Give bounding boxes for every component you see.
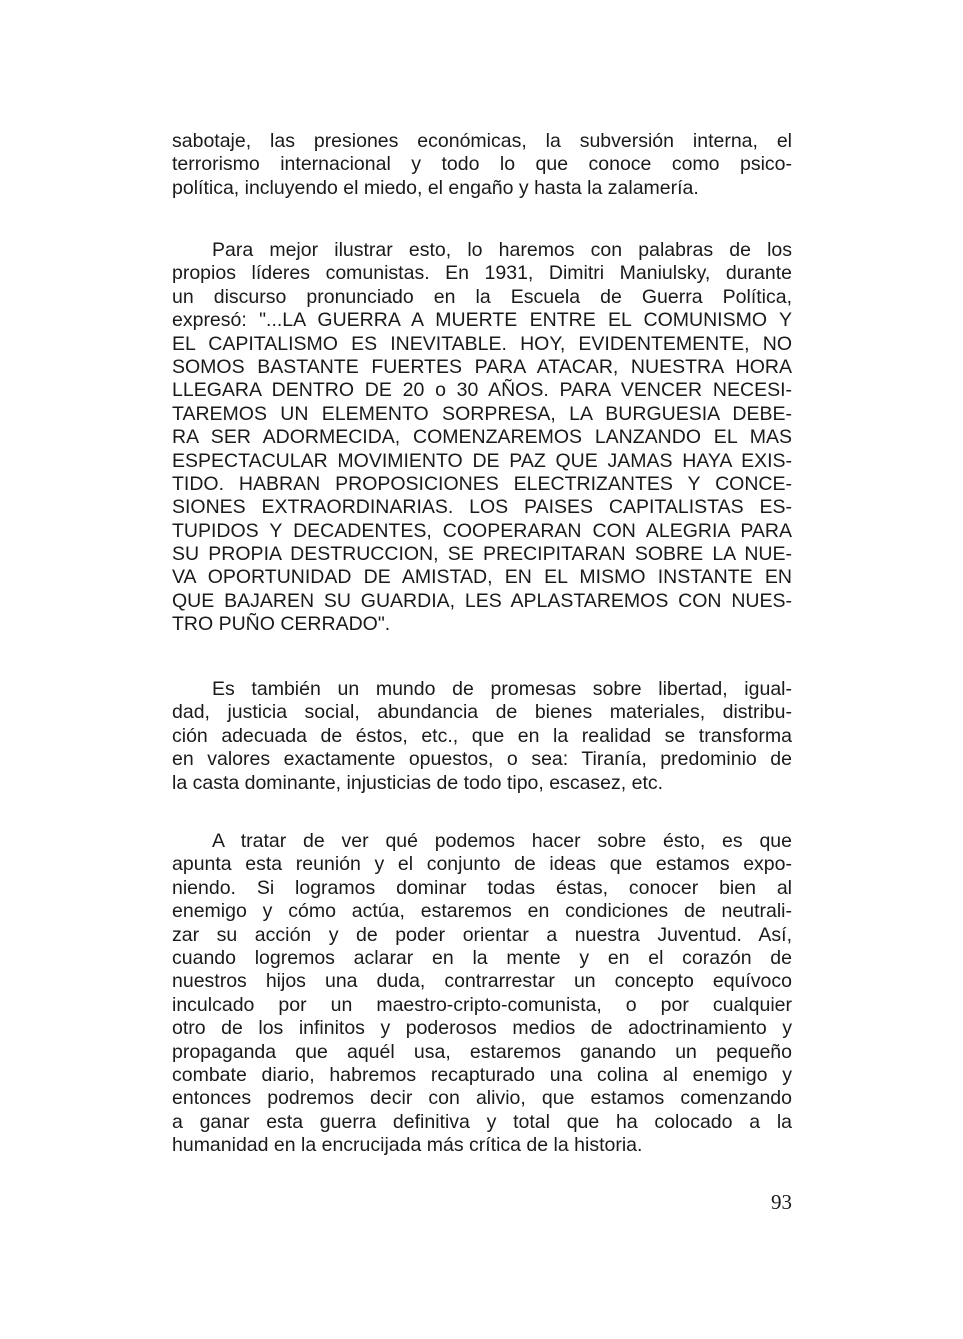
text-line: terrorismo internacional y todo lo que conoce como psico- — [172, 153, 792, 176]
text-line: VA OPORTUNIDAD DE AMISTAD, EN EL MISMO INSTANTE EN — [172, 566, 792, 589]
text-line: sabotaje, las presiones económicas, la subversión interna, el — [172, 130, 792, 152]
text-line: TUPIDOS Y DECADENTES, COOPERARAN CON ALEGRIA PARA — [172, 519, 792, 542]
text-line: otro de los infinitos y poderosos medios de adoctrinamiento y — [172, 1017, 792, 1040]
paragraph-1 — [172, 130, 792, 200]
text-line: TAREMOS UN ELEMENTO SORPRESA, LA BURGUESIA DEBE- — [172, 402, 792, 425]
text-line: TRO PUÑO CERRADO". — [172, 613, 391, 636]
text-line: EL CAPITALISMO ES INEVITABLE. HOY, EVIDENTEMENTE, NO — [172, 332, 792, 355]
text-line: entonces podremos decir con alivio, que estamos comenzando — [172, 1087, 792, 1110]
paragraph-3 — [172, 678, 792, 795]
text-line: propios líderes comunistas. En 1931, Dimitri Maniulsky, durante — [172, 262, 792, 285]
text-line: QUE BAJAREN SU GUARDIA, LES APLASTAREMOS CON NUES- — [172, 589, 792, 612]
page-number: 93 — [771, 1190, 792, 1214]
text-line: en valores exactamente opuestos, o sea: Tiranía, predominio de — [172, 748, 792, 771]
text-line: RA SER ADORMECIDA, COMENZAREMOS LANZANDO EL MAS — [172, 426, 792, 449]
text-line: A tratar de ver qué podemos hacer sobre ésto, es que — [212, 830, 792, 852]
text-line: nuestros hijos una duda, contrarrestar un concepto equívoco — [172, 970, 792, 993]
text-line: un discurso pronunciado en la Escuela de Guerra Política, — [172, 285, 792, 308]
text-line: enemigo y cómo actúa, estaremos en condiciones de neutrali- — [172, 900, 792, 923]
text-line: ción adecuada de éstos, etc., que en la realidad se transforma — [172, 724, 792, 747]
text-line: ESPECTACULAR MOVIMIENTO DE PAZ QUE JAMAS HAYA EXIS- — [172, 449, 792, 472]
text-line: dad, justicia social, abundancia de bienes materiales, distribu- — [172, 701, 792, 724]
text-line: Es también un mundo de promesas sobre libertad, igual- — [212, 678, 792, 700]
paragraph-2 — [172, 239, 792, 637]
text-line: Para mejor ilustrar esto, lo haremos con palabras de los — [212, 239, 792, 261]
text-line: TIDO. HABRAN PROPOSICIONES ELECTRIZANTES Y CONCE- — [172, 472, 792, 495]
text-line: política, incluyendo el miedo, el engaño y hasta la zalamería. — [172, 176, 699, 199]
text-line: zar su acción y de poder orientar a nuestra Juventud. Así, — [172, 923, 792, 946]
text-line: apunta esta reunión y el conjunto de ideas que estamos expo- — [172, 853, 792, 876]
text-line: SIONES EXTRAORDINARIAS. LOS PAISES CAPITALISTAS ES- — [172, 496, 792, 519]
text-line: SOMOS BASTANTE FUERTES PARA ATACAR, NUESTRA HORA — [172, 355, 792, 378]
text-line: LLEGARA DENTRO DE 20 o 30 AÑOS. PARA VENCER NECESI- — [172, 379, 792, 402]
text-line: combate diario, habremos recapturado una colina al enemigo y — [172, 1063, 792, 1086]
text-line: SU PROPIA DESTRUCCION, SE PRECIPITARAN SOBRE LA NUE- — [172, 543, 792, 566]
text-line: la casta dominante, injusticias de todo tipo, escasez, etc. — [172, 771, 664, 794]
text-line: niendo. Si logramos dominar todas éstas, conocer bien al — [172, 876, 792, 899]
text-line: inculcado por un maestro-cripto-comunista, o por cualquier — [172, 993, 792, 1016]
text-line: cuando logremos aclarar en la mente y en el corazón de — [172, 946, 792, 969]
text-line: expresó: "...LA GUERRA A MUERTE ENTRE EL COMUNISMO Y — [172, 309, 792, 332]
text-line: propaganda que aquél usa, estaremos ganando un pequeño — [172, 1040, 792, 1063]
paragraph-4 — [172, 830, 792, 1157]
text-line: humanidad en la encrucijada más crítica de la historia. — [172, 1134, 643, 1157]
text-line: a ganar esta guerra definitiva y total que ha colocado a la — [172, 1110, 792, 1133]
